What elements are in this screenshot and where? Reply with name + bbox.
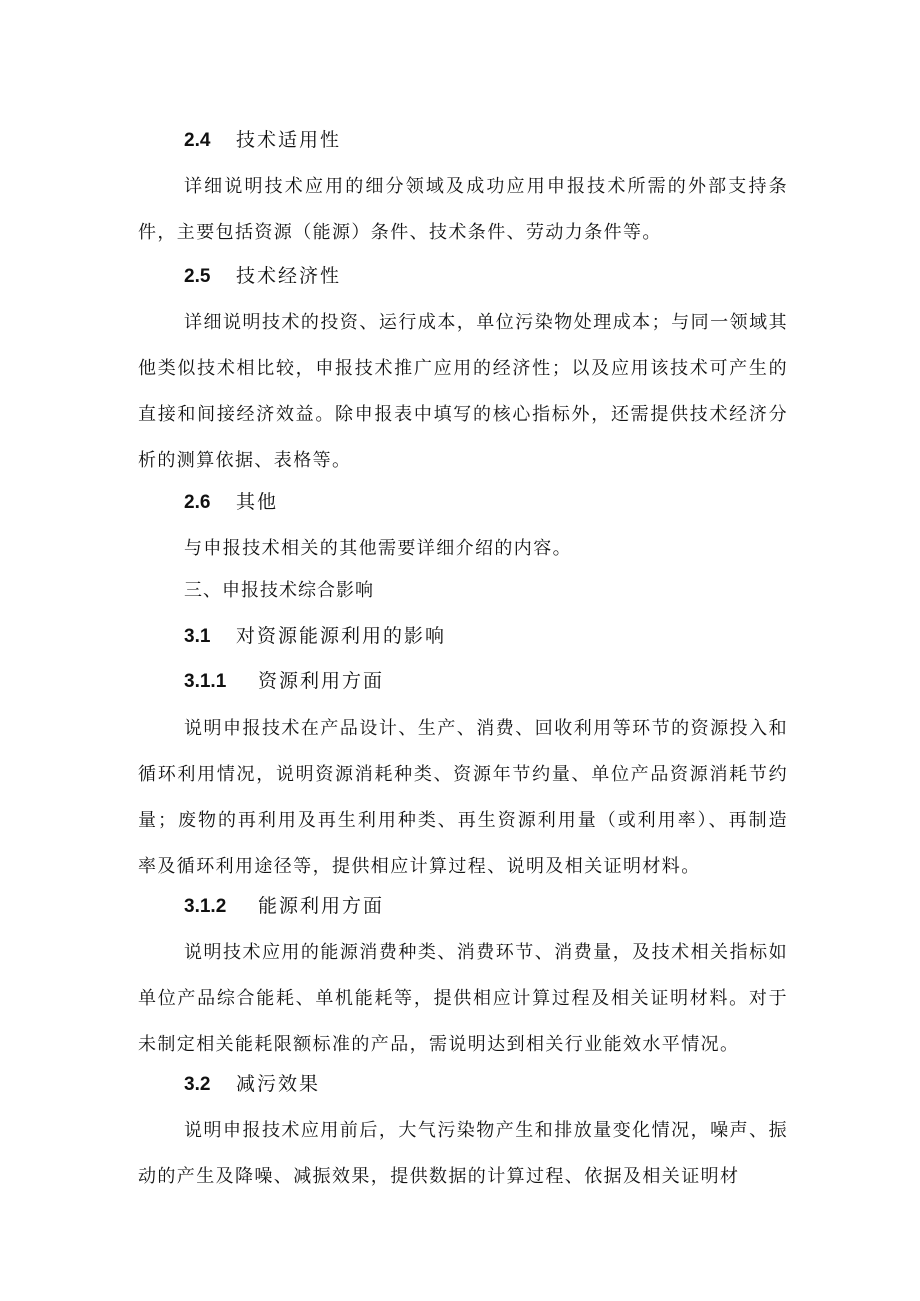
- paragraph-2-5: 详细说明技术的投资、运行成本，单位污染物处理成本；与同一领域其他类似技术相比较，申报技术推广应用的经济性；以及应用该技术可产生的直接和间接经济效益。除申报表中填写的核心指标外，还需提供技术经济分析的测算依据、表格等。: [138, 312, 788, 471]
- heading-number: 2.5: [184, 266, 211, 287]
- heading-3-2: [138, 1070, 788, 1099]
- paragraph-2-4: 详细说明技术应用的细分领域及成功应用申报技术所需的外部支持条件，主要包括资源（能源）条件、技术条件、劳动力条件等。: [138, 176, 788, 243]
- heading-title: 对资源能源利用的影响: [236, 625, 447, 647]
- heading-title: 减污效果: [236, 1073, 321, 1095]
- heading-title: 技术适用性: [236, 129, 342, 151]
- heading-3-1: [138, 622, 788, 651]
- heading-title: 资源利用方面: [258, 670, 385, 692]
- heading-3-1-1: [138, 667, 788, 696]
- heading-2-6: [138, 488, 788, 517]
- heading-number: 3.1.2: [184, 896, 227, 917]
- heading-number: 3.1.1: [184, 671, 227, 692]
- heading-number: 3.1: [184, 626, 211, 647]
- heading-title: 技术经济性: [236, 265, 342, 287]
- heading-number: 3.2: [184, 1074, 211, 1095]
- heading-2-5: [138, 262, 788, 291]
- paragraph-3-1-1: 说明申报技术在产品设计、生产、消费、回收利用等环节的资源投入和循环利用情况，说明资源消耗种类、资源年节约量、单位产品资源消耗节约量；废物的再利用及再生利用种类、再生资源利用量（或利用率）、再制造率及循环利用途径等，提供相应计算过程、说明及相关证明材料。: [138, 718, 788, 877]
- heading-number: 2.4: [184, 130, 211, 151]
- section-heading-3: 三、申报技术综合影响: [184, 580, 374, 601]
- paragraph-3-1-2: 说明技术应用的能源消费种类、消费环节、消费量，及技术相关指标如单位产品综合能耗、单机能耗等，提供相应计算过程及相关证明材料。对于未制定相关能耗限额标准的产品，需说明达到相关行业能效水平情况。: [138, 942, 788, 1055]
- heading-number: 2.6: [184, 492, 211, 513]
- heading-title: 能源利用方面: [258, 895, 385, 917]
- heading-title: 其他: [236, 491, 279, 513]
- heading-3-1-2: [138, 892, 788, 921]
- paragraph-3-2: 说明申报技术应用前后，大气污染物产生和排放量变化情况，噪声、振动的产生及降噪、减振效果，提供数据的计算过程、依据及相关证明材: [138, 1120, 788, 1187]
- paragraph-2-6: 与申报技术相关的其他需要详细介绍的内容。: [184, 538, 572, 559]
- heading-2-4: [138, 126, 788, 155]
